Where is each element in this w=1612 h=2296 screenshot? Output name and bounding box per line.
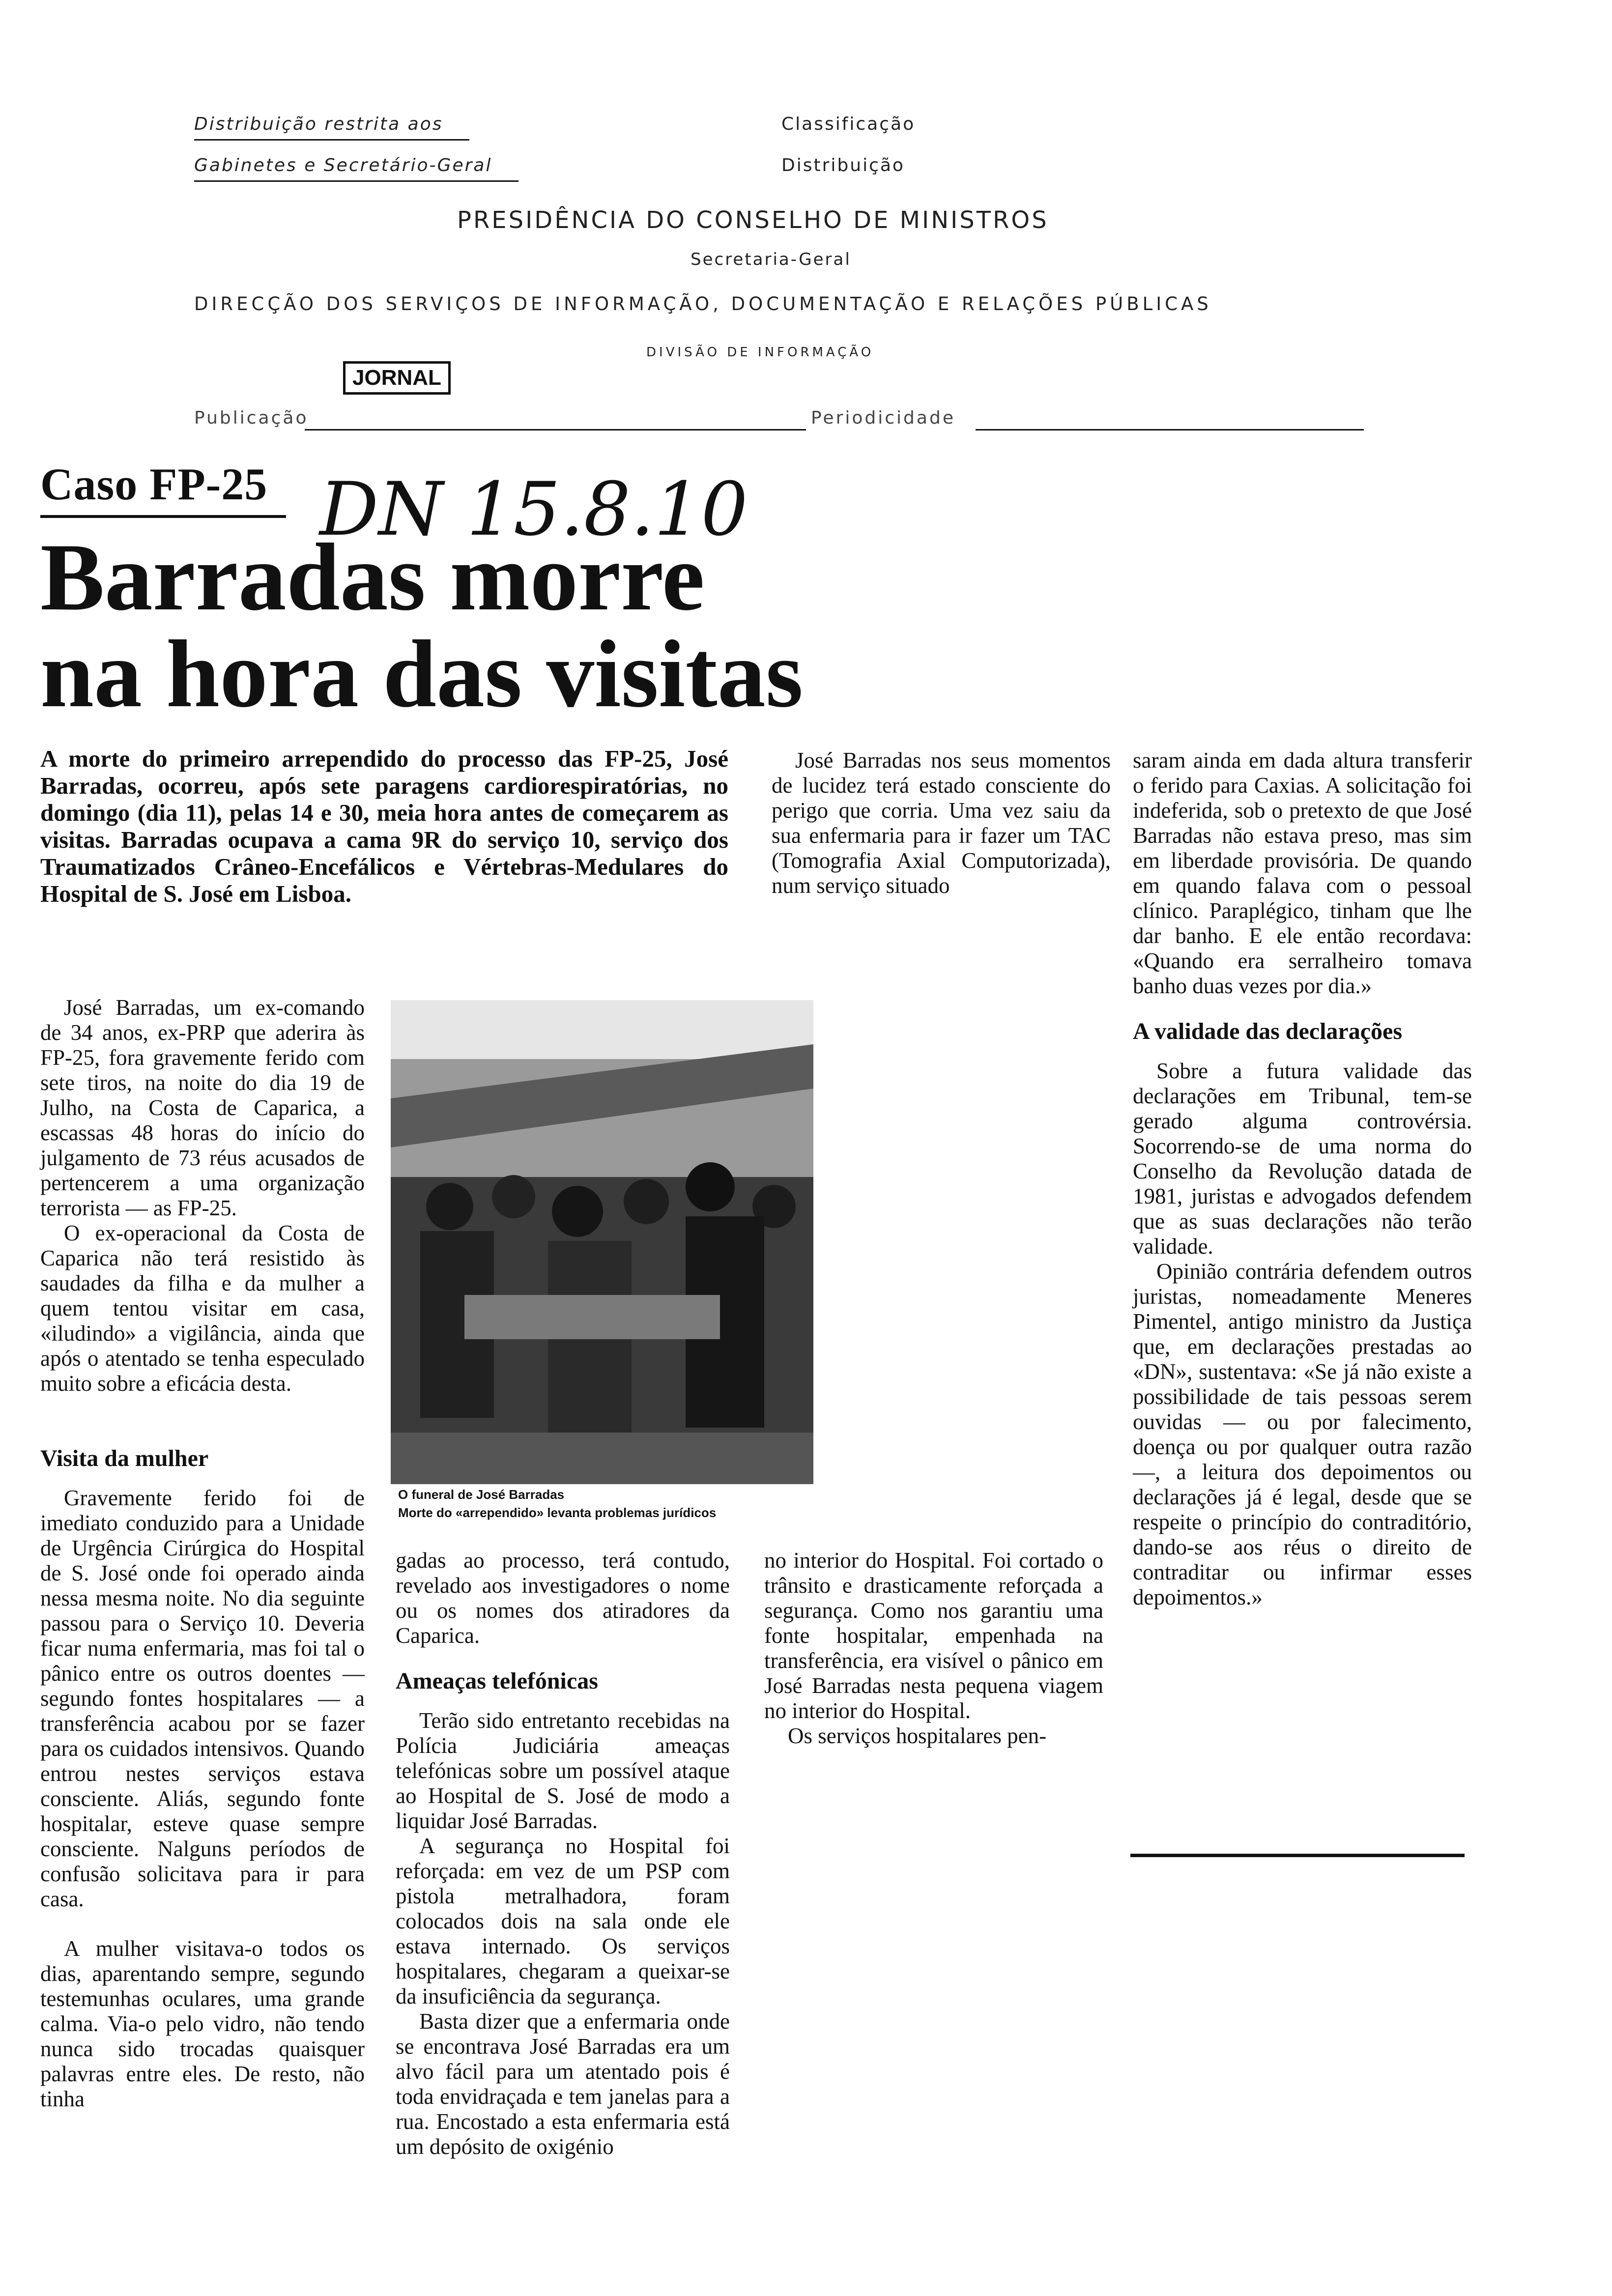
jornal-stamp: JORNAL: [343, 361, 451, 395]
headline-line-1: Barradas morre: [40, 524, 705, 631]
funeral-photo: [391, 1000, 813, 1484]
paragraph: Os serviços hospitalares pen-: [788, 1723, 1047, 1748]
paragraph: O ex-operacional da Costa de Caparica não terá resistido às saudades da filha e da mulher a quem tentou visitar em casa, «iludindo» a vigilância, ainda que após o atentado se tenha especulado muito sobre a eficácia desta.: [40, 1221, 365, 1396]
column-right: [1133, 748, 1472, 1610]
column-middle-top: [772, 748, 1111, 898]
paragraph: A mulher visitava-o todos os dias, aparentando sempre, segundo testemunhas oculares, uma grande calma. Via-o pelo vidro, não tendo nunca sido trocadas quaisquer palavras entre eles. De resto, não tinha: [40, 1936, 365, 2111]
publication-line: [305, 429, 806, 430]
paragraph: no interior do Hospital. Foi cortado o trânsito e drasticamente reforçada a segurança. Como nos garantiu uma fonte hospitalar, empenhada na transferência, era visível o pânico em José Barradas nesta pequena viagem no interior do Hospital.: [764, 1548, 1103, 1723]
distribution-line-1: Distribuição restrita aos: [194, 114, 443, 134]
kicker: Caso FP-25: [40, 459, 268, 509]
paragraph: Basta dizer que a enfermaria onde se encontrava José Barradas era um alvo fácil para um atentado pois é toda envidraçada e tem janelas para a rua. Encostado a esta enfermaria está um depósito de oxigénio: [396, 2009, 730, 2159]
publication-label: Publicação: [194, 408, 309, 428]
paragraph: A segurança no Hospital foi reforçada: em vez de um PSP com pistola metralhadora, foram colocados dois na sala onde ele estava internado. Os serviços hospitalares, chegaram a queixar-se da insuficiência da segurança.: [396, 1834, 730, 2009]
periodicity-line: [976, 429, 1364, 430]
headline-line-2: na hora das visitas: [40, 621, 804, 727]
distribution-line-2: Gabinetes e Secretário-Geral: [194, 155, 492, 175]
division: DIVISÃO DE INFORMAÇÃO: [646, 345, 874, 360]
subhead-validade: A validade das declarações: [1133, 1018, 1402, 1044]
directorate: DIRECÇÃO DOS SERVIÇOS DE INFORMAÇÃO, DOCUMENTAÇÃO E RELAÇÕES PÚBLICAS: [194, 293, 1212, 315]
paragraph: José Barradas, um ex-comando de 34 anos, ex-PRP que aderira às FP-25, fora gravemente ferido com sete tiros, na noite do dia 19 de Julho, na Costa de Caparica, a escassas 48 horas do início do julgamento de 73 réus acusados de pertencerem a uma organização terrorista — as FP-25.: [40, 995, 365, 1220]
column-bottom-2: [396, 1548, 730, 2159]
paragraph: gadas ao processo, terá contudo, revelado aos investigadores o nome ou os nomes dos atiradores da Caparica.: [396, 1548, 730, 1648]
photo-caption-title: O funeral de José Barradas: [398, 1487, 565, 1502]
end-rule: [1130, 1854, 1465, 1857]
underline: [194, 139, 469, 141]
paragraph: José Barradas nos seus momentos de lucidez terá estado consciente do perigo que corria. Uma vez saiu da sua enfermaria para ir fazer um TAC (Tomografia Axial Computorizada), num serviço situado: [772, 748, 1111, 898]
handwritten-note: DN 15.8.10: [319, 467, 748, 552]
photo-caption-sub: Morte do «arrependido» levanta problemas jurídicos: [398, 1505, 717, 1520]
subhead-ameacas: Ameaças telefónicas: [396, 1668, 598, 1694]
column-left: [40, 995, 365, 2112]
distribution-label: Distribuição: [781, 155, 905, 175]
subhead-mulher: Visita da mulher: [40, 1445, 209, 1471]
secretariat: Secretaria-Geral: [691, 250, 851, 269]
periodicity-label: Periodicidade: [811, 408, 955, 428]
paragraph: Sobre a futura validade das declarações em Tribunal, tem-se gerado alguma controvérsia. Socorrendo-se de uma norma do Conselho da Revolução datada de 1981, juristas e advogados defendem que as suas declarações não terão validade.: [1133, 1059, 1472, 1259]
funeral-photo-image: [391, 1000, 813, 1484]
paragraph: saram ainda em dada altura transferir o ferido para Caxias. A solicitação foi indeferida, sob o pretexto de que José Barradas não estava preso, mas sim em liberdade provisória. De quando em quando falava com o pessoal clínico. Paraplégico, tinham que lhe dar banho. E ele então recordava: «Quando era serralheiro tomava banho duas vezes por dia.»: [1133, 748, 1472, 998]
kicker-underline: [40, 515, 286, 518]
paragraph: Terão sido entretanto recebidas na Polícia Judiciária ameaças telefónicas sobre um possível ataque ao Hospital de S. José de modo a liquidar José Barradas.: [396, 1708, 730, 1833]
paragraph: Opinião contrária defendem outros juristas, nomeadamente Meneres Pimentel, antigo ministro da Justiça que, em declarações prestadas ao «DN», sustentava: «Se já não existe a possibilidade de tais pessoas serem ouvidas — ou por falecimento, doença ou por qualquer outra razão —, a leitura dos depoimentos ou declarações já é legal, desde que se respeite o princípio do contraditório, dando-se aos réus o direito de contraditar ou infirmar esses depoimentos.»: [1133, 1259, 1472, 1609]
org-name: PRESIDÊNCIA DO CONSELHO DE MINISTROS: [457, 206, 1049, 234]
underline: [194, 180, 518, 182]
classification-label: Classificação: [781, 114, 916, 134]
column-bottom-3: [764, 1548, 1103, 1749]
lead-paragraph: A morte do primeiro arrependido do processo das FP-25, José Barradas, ocorreu, após sete paragens cardiorespiratórias, no domingo (dia 11), pelas 14 e 30, meia hora antes de começarem as visitas. Barradas ocupava a cama 9R do serviço 10, serviço dos Traumatizados Crâneo-Encefálicos e Vértebras-Medulares do Hospital de S. José em Lisboa.: [40, 745, 728, 907]
paragraph: Gravemente ferido foi de imediato conduzido para a Unidade de Urgência Cirúrgica do Hospital de S. José onde foi operado ainda nessa mesma noite. No dia seguinte passou para o Serviço 10. Deveria ficar numa enfermaria, mas foi tal o pânico entre os outros doentes — segundo fontes hospitalares — a transferência acabou por se fazer para os cuidados intensivos. Quando entrou nestes serviços estava consciente. Aliás, segundo fonte hospitalar, esteve quase sempre consciente. Nalguns períodos de confusão solicitava para ir para casa.: [40, 1486, 365, 1911]
